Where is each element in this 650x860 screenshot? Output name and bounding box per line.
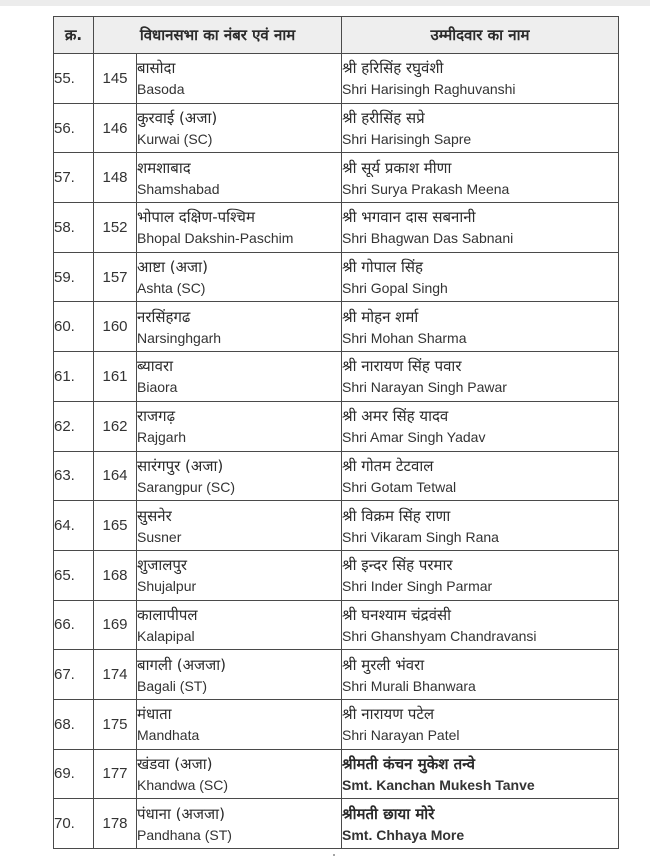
candidate-name-hindi: श्री अमर सिंह यादव — [342, 407, 449, 426]
table-row — [54, 302, 619, 352]
serial-number: 68. — [54, 699, 94, 749]
serial-number: 59. — [54, 252, 94, 302]
serial-number: 55. — [54, 54, 94, 104]
candidate-name-english: Shri Surya Prakash Meena — [342, 180, 510, 197]
candidate-name-cell — [342, 252, 619, 302]
candidate-name-cell — [342, 699, 619, 749]
candidate-name-english: Shri Vikaram Singh Rana — [342, 528, 499, 545]
constituency-number: 169 — [94, 600, 137, 650]
serial-number: 64. — [54, 501, 94, 551]
candidate-name-english: Shri Gotam Tetwal — [342, 478, 457, 495]
candidate-name-hindi: श्री गोपाल सिंह — [342, 258, 423, 277]
constituency-number: 160 — [94, 302, 137, 352]
candidate-name-cell — [342, 352, 619, 402]
candidate-name-hindi: श्री सूर्य प्रकाश मीणा — [342, 158, 452, 177]
constituency-name-cell — [137, 302, 342, 352]
header-candidate: उम्मीदवार का नाम — [342, 17, 619, 54]
constituency-name-hindi: शुजालपुर — [137, 556, 188, 575]
table-row — [54, 600, 619, 650]
constituency-name-hindi: बासोदा — [137, 59, 176, 78]
constituency-name-cell — [137, 352, 342, 402]
candidate-name-cell — [342, 451, 619, 501]
constituency-name-hindi: आष्टा (अजा) — [137, 258, 208, 277]
candidate-name-hindi: श्री हरिसिंह रघुवंशी — [342, 59, 444, 78]
constituency-name-cell — [137, 501, 342, 551]
constituency-number: 175 — [94, 699, 137, 749]
table-row — [54, 501, 619, 551]
constituency-name-hindi: बागली (अजजा) — [137, 655, 227, 674]
table-row — [54, 650, 619, 700]
candidate-name-english: Shri Harisingh Raghuvanshi — [342, 81, 516, 98]
constituency-name-english: Narsinghgarh — [137, 329, 222, 346]
candidate-name-cell — [342, 501, 619, 551]
constituency-name-hindi: नरसिंहगढ — [137, 307, 191, 326]
constituency-name-english: Rajgarh — [137, 429, 187, 446]
constituency-name-english: Mandhata — [137, 727, 200, 744]
top-strip — [0, 0, 650, 6]
candidate-name-english: Shri Ghanshyam Chandravansi — [342, 627, 537, 644]
serial-number: 61. — [54, 352, 94, 402]
constituency-number: 152 — [94, 203, 137, 253]
constituency-name-cell — [137, 54, 342, 104]
candidate-name-hindi: श्री इन्दर सिंह परमार — [342, 556, 453, 575]
serial-number: 67. — [54, 650, 94, 700]
constituency-name-hindi: कालापीपल — [137, 605, 198, 624]
header-serial: क्र. — [54, 17, 94, 54]
constituency-number: 168 — [94, 550, 137, 600]
constituency-name-cell — [137, 749, 342, 799]
constituency-name-english: Shujalpur — [137, 578, 197, 595]
constituency-name-english: Khandwa (SC) — [137, 776, 229, 793]
candidate-name-hindi: श्रीमती छाया मोरे — [342, 804, 435, 823]
candidate-name-english: Smt. Chhaya More — [342, 826, 465, 843]
constituency-name-cell — [137, 799, 342, 849]
constituency-name-english: Biaora — [137, 379, 178, 396]
candidate-name-cell — [342, 54, 619, 104]
constituency-name-cell — [137, 650, 342, 700]
candidate-name-hindi: श्री मुरली भंवरा — [342, 655, 425, 674]
candidate-name-english: Shri Inder Singh Parmar — [342, 578, 493, 595]
page-mark — [333, 854, 335, 856]
constituency-name-cell — [137, 103, 342, 153]
constituency-name-english: Kurwai (SC) — [137, 131, 213, 148]
serial-number: 66. — [54, 600, 94, 650]
constituency-name-hindi: मंधाता — [137, 705, 172, 724]
serial-number: 58. — [54, 203, 94, 253]
constituency-name-hindi: सुसनेर — [137, 506, 172, 525]
constituency-number: 162 — [94, 401, 137, 451]
constituency-number: 177 — [94, 749, 137, 799]
header-constituency: विधानसभा का नंबर एवं नाम — [94, 17, 342, 54]
constituency-name-english: Ashta (SC) — [137, 280, 206, 297]
constituency-number: 164 — [94, 451, 137, 501]
candidate-name-english: Shri Amar Singh Yadav — [342, 429, 486, 446]
constituency-name-english: Kalapipal — [137, 627, 195, 644]
constituency-name-english: Pandhana (ST) — [137, 826, 232, 843]
table-header-row — [54, 17, 619, 54]
constituency-number: 165 — [94, 501, 137, 551]
candidate-name-hindi: श्री मोहन शर्मा — [342, 307, 419, 326]
serial-number: 70. — [54, 799, 94, 849]
constituency-name-hindi: शमशाबाद — [137, 158, 191, 177]
constituency-name-hindi: भोपाल दक्षिण-पश्चिम — [137, 208, 255, 227]
constituency-name-cell — [137, 203, 342, 253]
table-row — [54, 103, 619, 153]
candidate-name-hindi: श्री घनश्याम चंद्रवंसी — [342, 605, 452, 624]
constituency-name-cell — [137, 252, 342, 302]
serial-number: 69. — [54, 749, 94, 799]
table-row — [54, 550, 619, 600]
constituency-name-english: Bhopal Dakshin-Paschim — [137, 230, 294, 247]
candidate-name-hindi: श्री गोतम टेटवाल — [342, 456, 434, 475]
candidate-name-english: Shri Narayan Patel — [342, 727, 460, 744]
table-row — [54, 153, 619, 203]
constituency-name-cell — [137, 451, 342, 501]
table-body — [54, 54, 619, 849]
candidate-name-english: Shri Gopal Singh — [342, 280, 448, 297]
table-row — [54, 799, 619, 849]
candidate-name-cell — [342, 650, 619, 700]
candidate-name-english: Shri Murali Bhanwara — [342, 677, 476, 694]
candidate-name-cell — [342, 103, 619, 153]
candidate-name-cell — [342, 401, 619, 451]
constituency-number: 145 — [94, 54, 137, 104]
serial-number: 63. — [54, 451, 94, 501]
candidate-name-hindi: श्री नारायण पटेल — [342, 705, 435, 724]
candidate-name-hindi: श्री विक्रम सिंह राणा — [342, 506, 451, 525]
candidate-name-english: Shri Mohan Sharma — [342, 329, 467, 346]
candidate-name-cell — [342, 153, 619, 203]
constituency-name-cell — [137, 550, 342, 600]
constituency-number: 148 — [94, 153, 137, 203]
serial-number: 65. — [54, 550, 94, 600]
constituency-name-english: Sarangpur (SC) — [137, 478, 236, 495]
constituency-name-hindi: कुरवाई (अजा) — [137, 109, 218, 128]
candidate-table — [53, 16, 619, 849]
candidate-name-cell — [342, 600, 619, 650]
candidate-name-english: Shri Narayan Singh Pawar — [342, 379, 507, 396]
serial-number: 62. — [54, 401, 94, 451]
constituency-name-english: Susner — [137, 528, 182, 545]
candidate-name-cell — [342, 203, 619, 253]
table-row — [54, 252, 619, 302]
table-row — [54, 352, 619, 402]
serial-number: 60. — [54, 302, 94, 352]
constituency-name-english: Basoda — [137, 81, 185, 98]
constituency-name-cell — [137, 699, 342, 749]
constituency-number: 178 — [94, 799, 137, 849]
constituency-number: 161 — [94, 352, 137, 402]
table-row — [54, 203, 619, 253]
candidate-name-hindi: श्री नारायण सिंह पवार — [342, 357, 462, 376]
constituency-name-hindi: पंधाना (अजजा) — [137, 804, 225, 823]
serial-number: 57. — [54, 153, 94, 203]
candidate-name-hindi: श्री भगवान दास सबनानी — [342, 208, 476, 227]
candidate-name-english: Smt. Kanchan Mukesh Tanve — [342, 776, 535, 793]
candidate-name-cell — [342, 799, 619, 849]
constituency-name-english: Bagali (ST) — [137, 677, 208, 694]
serial-number: 56. — [54, 103, 94, 153]
constituency-name-hindi: खंडवा (अजा) — [137, 754, 213, 773]
constituency-name-hindi: ब्यावरा — [137, 357, 173, 376]
constituency-name-cell — [137, 401, 342, 451]
constituency-name-hindi: सारंगपुर (अजा) — [137, 456, 224, 475]
constituency-number: 157 — [94, 252, 137, 302]
constituency-number: 146 — [94, 103, 137, 153]
candidate-name-english: Shri Bhagwan Das Sabnani — [342, 230, 514, 247]
candidate-name-hindi: श्रीमती कंचन मुकेश तन्वे — [342, 754, 476, 773]
constituency-number: 174 — [94, 650, 137, 700]
candidate-name-cell — [342, 302, 619, 352]
candidate-name-english: Shri Harisingh Sapre — [342, 131, 472, 148]
table-row — [54, 54, 619, 104]
table-row — [54, 451, 619, 501]
constituency-name-cell — [137, 153, 342, 203]
table-row — [54, 401, 619, 451]
table-row — [54, 749, 619, 799]
candidate-name-cell — [342, 550, 619, 600]
candidate-name-cell — [342, 749, 619, 799]
constituency-name-hindi: राजगढ़ — [137, 407, 176, 426]
table-row — [54, 699, 619, 749]
constituency-name-cell — [137, 600, 342, 650]
constituency-name-english: Shamshabad — [137, 180, 220, 197]
candidate-name-hindi: श्री हरीसिंह सप्रे — [342, 109, 425, 128]
